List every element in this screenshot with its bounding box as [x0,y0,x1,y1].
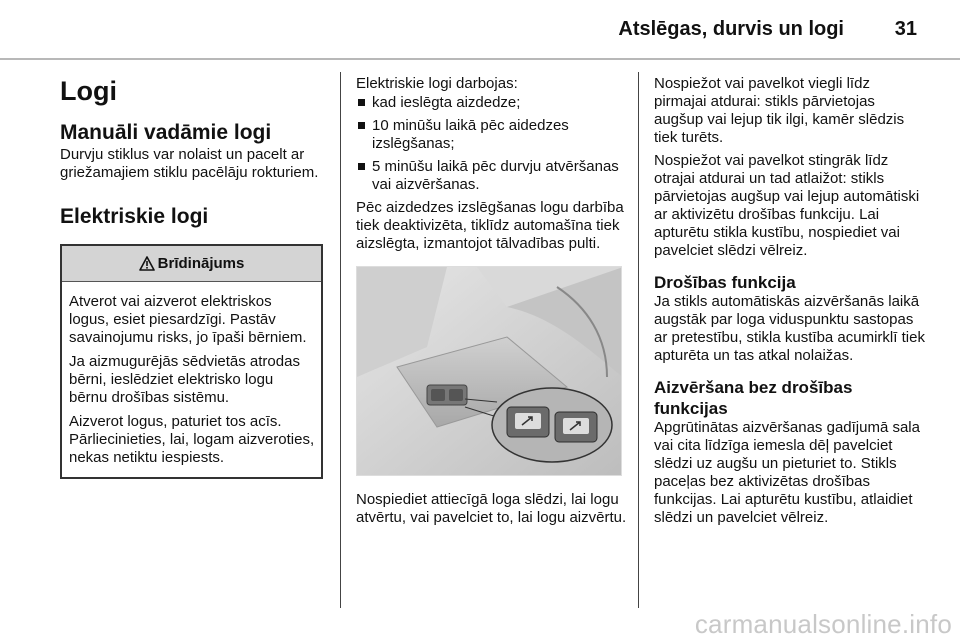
warning-title: Brīdinājums [157,255,245,272]
column-divider-left [340,72,341,608]
safety-function-text: Ja stikls automātiskās aizvēršanās laikā augstāk par loga viduspunktu sastopas ar pretestību, stikla kustība acumirklī tiek apturēta un tas atkal nolaižas. [654,293,925,364]
warning-paragraph: Atverot vai aizverot elektriskos logus, esiet piesardzīgi. Pastāv savainojumu risks, jo īpaši bērniem. [69,293,307,346]
section-title-logi: Logi [60,76,117,106]
heading-electric-windows: Elektriskie logi [60,205,209,228]
warning-header [62,246,321,282]
warning-body [62,282,321,477]
warning-paragraph: Aizverot logus, paturiet tos acīs. Pārliecinieties, lai, logam aizveroties, nekas netiktu iespiests. [69,413,315,466]
header-rule [0,58,960,60]
column-left [60,72,326,479]
list-item-text: 5 minūšu laikā pēc durvju atvēršanas vai aizvēršanas. [372,158,619,193]
list-item [356,94,628,112]
warning-triangle-icon [139,256,155,271]
bullet-square-icon [358,122,365,129]
after-ignition-text: Pēc aizdedzes izslēgšanas logu darbība tiek deaktivizēta, tiklīdz automašīna tiek aizslēgta, izmantojot tālvadības pulti. [356,199,624,252]
closing-without-safety-text: Apgrūtinātas aizvēršanas gadījumā sala vai cita līdzīga iemesla dēļ pavelciet slēdzi uz augšu un pieturiet to. Stikls paceļas bez aktivizētas drošības funkcijas. Lai apturētu kustību, atlaidiet slēdzi un pavelciet vēlreiz. [654,419,920,526]
firm-press-text: Nospiežot vai pavelkot stingrāk līdz otrajai atdurai un tad atlaižot: stikls pārvietojas augšup vai lejup automātiski ar aktivizētu drošības funkciju. Lai apturētu stikla kustību, nospiediet vai pavelciet slēdzi vēlreiz. [654,152,920,259]
bullet-square-icon [358,163,365,170]
list-item [356,158,628,194]
list-item [356,117,628,153]
warning-paragraph: Ja aizmugurējās sēdvietās atrodas bērni, ieslēdziet elektrisko logu bērnu drošības sistēmu. [69,353,300,406]
figure-caption: Nospiediet attiecīgā loga slēdzi, lai logu atvērtu, vai pavelciet to, lai logu aizvērtu. [356,491,627,526]
column-divider-right [638,72,639,608]
heading-safety-function: Drošības funkcija [654,273,796,292]
page-number: 31 [894,18,917,40]
operation-intro: Elektriskie logi darbojas: [356,75,518,92]
heading-closing-without-safety: Aizvēršana bez drošības funkcijas [654,378,853,418]
warning-box [60,244,323,479]
bullet-square-icon [358,99,365,106]
column-middle [356,72,628,527]
list-item-text: kad ieslēgta aizdedze; [372,94,521,111]
running-header-title: Atslēgas, durvis un logi [618,18,844,40]
heading-manual-windows: Manuāli vadāmie logi [60,121,272,144]
window-switch-photo [356,266,622,476]
column-right [654,72,926,527]
manual-windows-text: Durvju stiklus var nolaist un pacelt ar griežamajiem stiklu pacēlāju rokturiem. [60,146,319,181]
list-item-text: 10 minūšu laikā pēc aidedzes izslēgšanas; [372,117,569,152]
window-switch-illustration [357,267,622,476]
operation-conditions-list [356,94,628,194]
watermark: carmanualsonline.info [694,609,952,639]
light-press-text: Nospiežot vai pavelkot viegli līdz pirmajai atdurai: stikls pārvietojas augšup vai lejup tik ilgi, kamēr slēdzis tiek turēts. [654,75,905,146]
